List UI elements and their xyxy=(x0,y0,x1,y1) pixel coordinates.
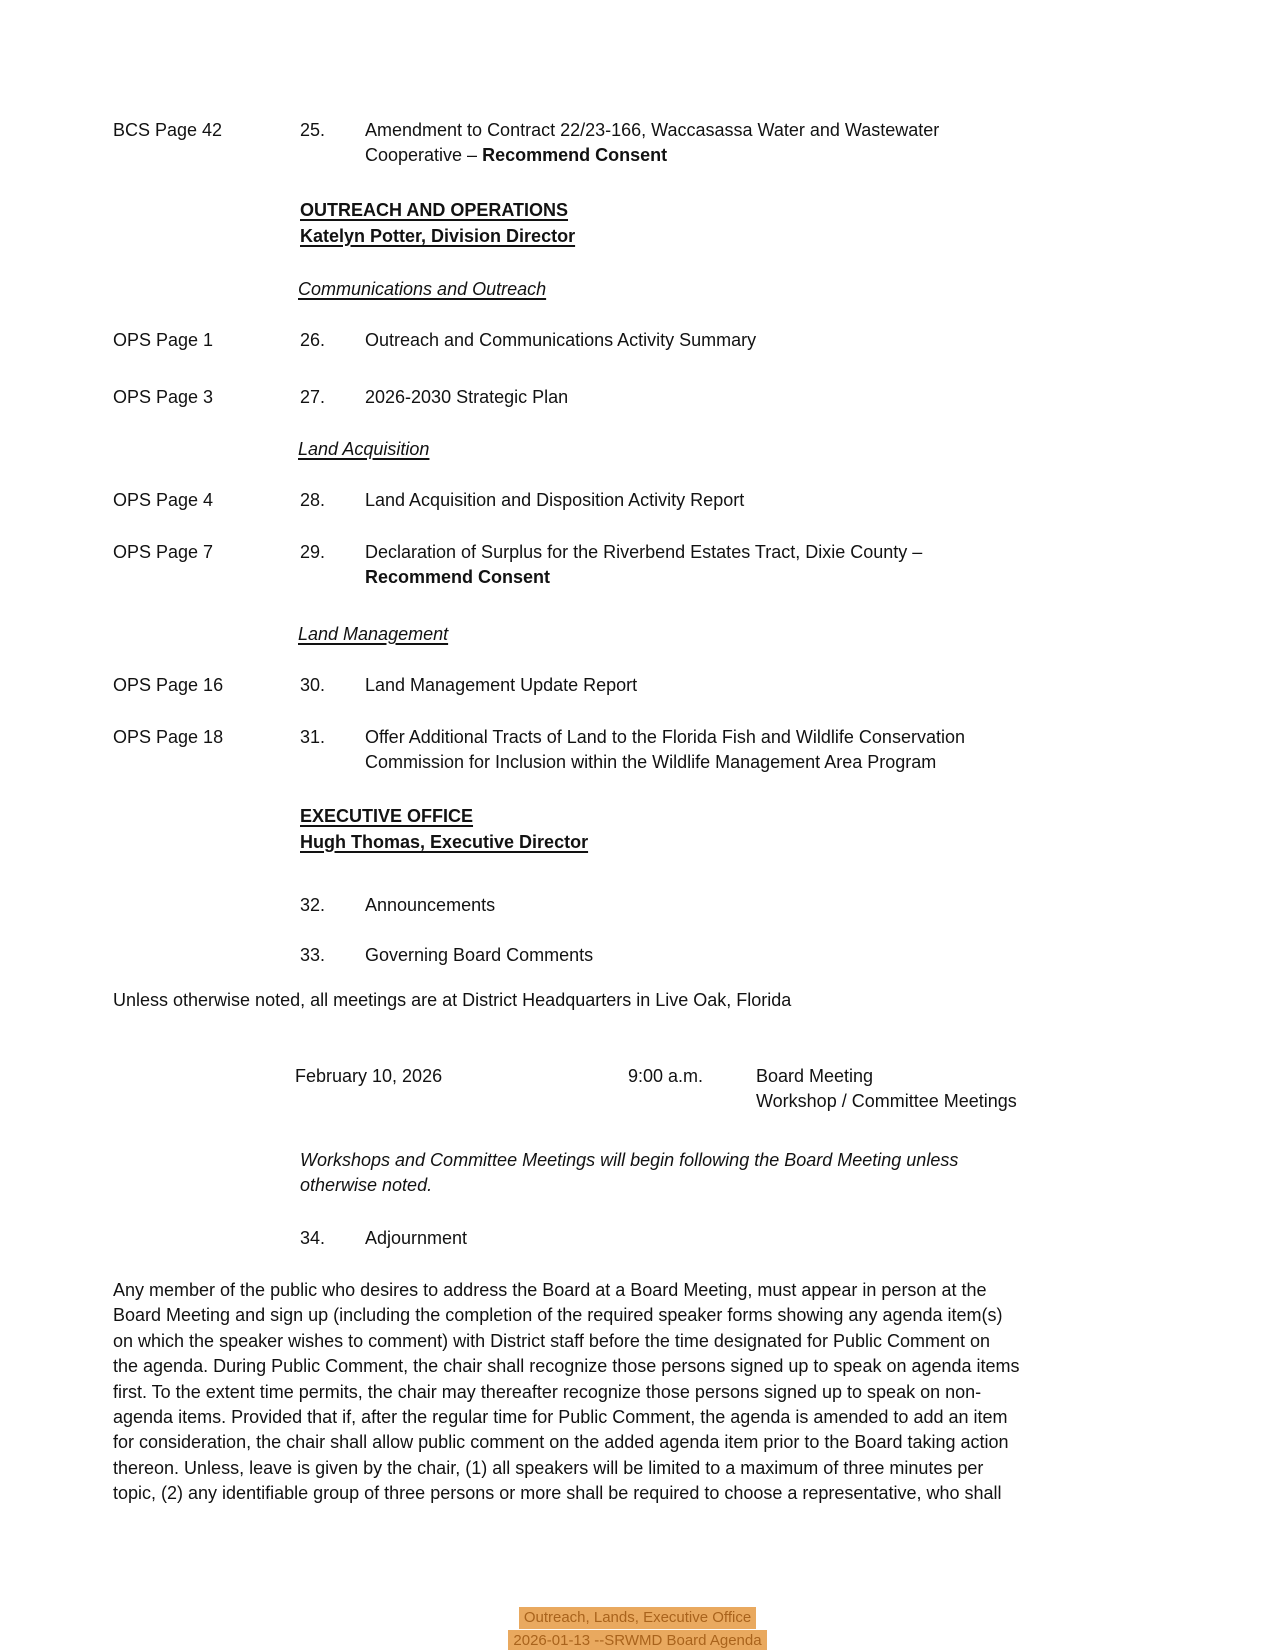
item-number: 33. xyxy=(300,945,326,965)
item-text: Outreach and Communications Activity Summary xyxy=(365,330,757,350)
page-ref: OPS Page 3 xyxy=(113,387,214,407)
schedule-date: February 10, 2026 xyxy=(295,1066,443,1086)
schedule-meeting-line2: Workshop / Committee Meetings xyxy=(756,1091,1017,1112)
paragraph-line: agenda items. Provided that if, after the regular time for Public Comment, the agenda is amended to add an item xyxy=(113,1407,1008,1428)
item-number: 25. xyxy=(300,120,326,140)
section-heading: EXECUTIVE OFFICE xyxy=(300,806,474,826)
recommend-consent-label: Recommend Consent xyxy=(482,145,668,166)
item-text: Adjournment xyxy=(365,1228,468,1248)
page-ref: OPS Page 4 xyxy=(113,490,214,510)
schedule-time: 9:00 a.m. xyxy=(628,1066,704,1086)
item-text: Announcements xyxy=(365,895,496,915)
item-number: 28. xyxy=(300,490,326,510)
footer-stamp xyxy=(0,1607,1275,1650)
subsection-heading: Land Acquisition xyxy=(298,439,430,459)
schedule-meetings: Board Meeting Workshop / Committee Meetings xyxy=(756,1066,1017,1112)
recommend-consent-label: Recommend Consent xyxy=(365,567,551,588)
paragraph-line: on which the speaker wishes to comment) with District staff before the time designated for Public Comment on xyxy=(113,1330,991,1351)
footer-stamp-line2: 2026-01-13 --SRWMD Board Agenda xyxy=(508,1630,766,1650)
subsection-heading: Communications and Outreach xyxy=(298,279,547,299)
item-text: Land Management Update Report xyxy=(365,675,638,695)
page-ref: BCS Page 42 xyxy=(113,120,223,140)
paragraph-line: for consideration, the chair shall allow public comment on the added agenda item prior to the Board taking action xyxy=(113,1432,1009,1453)
paragraph-line: Board Meeting and sign up (including the completion of the required speaker forms showing any agenda item(s) xyxy=(113,1305,1003,1326)
item-number: 27. xyxy=(300,387,326,407)
item-text: Offer Additional Tracts of Land to the Florida Fish and Wildlife Conservation Commission for Inclusion within the Wildlife Management Area Program xyxy=(365,727,965,773)
item-number: 26. xyxy=(300,330,326,350)
item-number: 30. xyxy=(300,675,326,695)
item-text: 2026-2030 Strategic Plan xyxy=(365,387,569,407)
page-ref: OPS Page 1 xyxy=(113,330,214,350)
item-number: 32. xyxy=(300,895,326,915)
item-number: 34. xyxy=(300,1228,326,1248)
page-ref: OPS Page 7 xyxy=(113,542,214,562)
paragraph-line: topic, (2) any identifiable group of three persons or more shall be required to choose a representative, who shall xyxy=(113,1483,1002,1504)
item-text: Amendment to Contract 22/23-166, Waccasassa Water and Wastewater Cooperative – Recommend Consent xyxy=(365,120,940,166)
workshops-note-text: Workshops and Committee Meetings will begin following the Board Meeting unless otherwise noted. xyxy=(300,1150,959,1196)
section-subheading: Katelyn Potter, Division Director xyxy=(300,225,576,246)
section-subheading: Hugh Thomas, Executive Director xyxy=(300,831,589,852)
paragraph-line: first. To the extent time permits, the chair may thereafter recognize those persons signed up to speak on non- xyxy=(113,1381,982,1402)
note-text: Unless otherwise noted, all meetings are at District Headquarters in Live Oak, Florida xyxy=(113,990,792,1010)
page-ref: OPS Page 16 xyxy=(113,675,224,695)
section-heading: OUTREACH AND OPERATIONS xyxy=(300,200,569,220)
paragraph-line: the agenda. During Public Comment, the chair shall recognize those persons signed up to speak on agenda items xyxy=(113,1356,1020,1377)
item-text: Governing Board Comments xyxy=(365,945,594,965)
paragraph-line: Any member of the public who desires to address the Board at a Board Meeting, must appear in person at the xyxy=(113,1280,987,1300)
item-text-line2: Cooperative – xyxy=(365,145,483,166)
page-ref: OPS Page 18 xyxy=(113,727,224,747)
item-number: 31. xyxy=(300,727,326,747)
item-number: 29. xyxy=(300,542,326,562)
item-text: Declaration of Surplus for the Riverbend Estates Tract, Dixie County – Recommend Consent xyxy=(365,542,923,588)
subsection-heading: Land Management xyxy=(298,624,449,644)
item-text-line2: Commission for Inclusion within the Wildlife Management Area Program xyxy=(365,752,937,773)
footer-stamp-line1: Outreach, Lands, Executive Office xyxy=(519,1607,756,1629)
paragraph-line: thereon. Unless, leave is given by the chair, (1) all speakers will be limited to a maximum of three minutes per xyxy=(113,1457,984,1478)
item-text: Land Acquisition and Disposition Activity Report xyxy=(365,490,745,510)
public-comment-paragraph xyxy=(113,1278,1020,1507)
